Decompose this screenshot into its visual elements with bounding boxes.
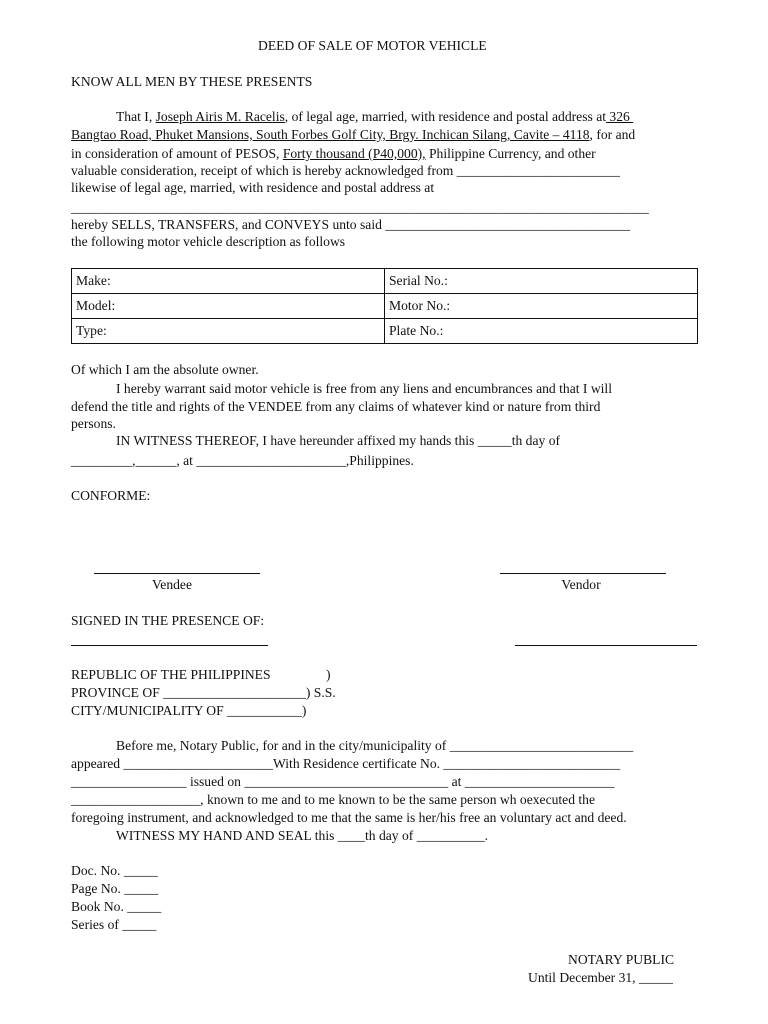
- text: Philippine Currency, and other: [425, 146, 596, 161]
- para1-line7: hereby SELLS, TRANSFERS, and CONVEYS unto said ____________________________________: [71, 217, 630, 232]
- vehicle-description-table: [71, 268, 698, 344]
- para1-line8: the following motor vehicle description as follows: [71, 234, 346, 249]
- para1-line4: valuable consideration, receipt of which is hereby acknowledged from ________________________: [71, 163, 620, 178]
- vendor-label: Vendor: [561, 577, 601, 592]
- doc-no: Doc. No. _____: [71, 863, 158, 878]
- para2-line4: persons.: [71, 416, 116, 431]
- seller-address: Bangtao Road, Phuket Mansions, South Forbes Golf City, Brgy. Inchican Silang, Cavite – 4118: [71, 127, 590, 142]
- model-cell: Model:: [72, 294, 385, 319]
- notary-public-title: NOTARY PUBLIC: [568, 952, 675, 967]
- text: in consideration of amount of PESOS,: [71, 146, 283, 161]
- para2-line3: defend the title and rights of the VENDEE from any claims of whatever kind or nature from third: [71, 399, 601, 414]
- para1-line2: [71, 126, 635, 144]
- witness2-signature-line: [515, 645, 697, 646]
- table-row: [72, 294, 698, 319]
- venue-line3: CITY/MUNICIPALITY OF ___________): [71, 703, 307, 718]
- para2-line6: _________,______, at ______________________,Philippines.: [71, 453, 414, 468]
- para2-line2: I hereby warrant said motor vehicle is free from any liens and encumbrances and that I will: [116, 381, 612, 396]
- page-no: Page No. _____: [71, 881, 159, 896]
- address-part: 326: [606, 109, 634, 124]
- ack-line3: _________________ issued on ______________________________ at ______________________: [71, 774, 615, 789]
- venue-line2: PROVINCE OF _____________________) S.S.: [71, 685, 336, 700]
- para2-line5: IN WITNESS THEREOF, I have hereunder affixed my hands this _____th day of: [116, 433, 561, 448]
- table-row: [72, 319, 698, 344]
- series-of: Series of _____: [71, 917, 157, 932]
- seller-name: Joseph Airis M. Racelis: [155, 109, 285, 124]
- para1-line5: likewise of legal age, married, with residence and postal address at: [71, 180, 435, 195]
- text: ): [326, 667, 331, 682]
- ack-line2: appeared ______________________With Residence certificate No. __________________________: [71, 756, 621, 771]
- para1-line6: _____________________________________________________________________________________: [71, 200, 649, 215]
- serial-no-cell: Serial No.:: [385, 269, 698, 294]
- para1-line1: [116, 108, 633, 126]
- witness1-signature-line: [71, 645, 268, 646]
- venue-line1: [71, 666, 331, 684]
- table-row: [72, 269, 698, 294]
- ack-line1: Before me, Notary Public, for and in the city/municipality of ___________________________: [116, 738, 634, 753]
- text: REPUBLIC OF THE PHILIPPINES: [71, 667, 271, 682]
- text: , for and: [589, 127, 636, 142]
- conforme-label: CONFORME:: [71, 488, 151, 503]
- text: , of legal age, married, with residence and postal address at: [284, 109, 606, 124]
- make-cell: Make:: [72, 269, 385, 294]
- ack-line5: foregoing instrument, and acknowledged to me that the same is her/his free an voluntary act and deed.: [71, 810, 627, 825]
- book-no: Book No. _____: [71, 899, 162, 914]
- ack-line4: ___________________, known to me and to me known to be the same person wh oexecuted the: [71, 792, 596, 807]
- para1-line3: [71, 145, 596, 163]
- para2-line1: Of which I am the absolute owner.: [71, 362, 259, 377]
- vendee-signature-line: [94, 573, 260, 574]
- signed-presence-label: SIGNED IN THE PRESENCE OF:: [71, 613, 265, 628]
- intro-line: KNOW ALL MEN BY THESE PRESENTS: [71, 74, 313, 89]
- plate-no-cell: Plate No.:: [385, 319, 698, 344]
- vendee-label: Vendee: [151, 577, 192, 592]
- ack-line6: WITNESS MY HAND AND SEAL this ____th day of __________.: [116, 828, 489, 843]
- notary-until: Until December 31, _____: [528, 970, 673, 985]
- motor-no-cell: Motor No.:: [385, 294, 698, 319]
- text: That I,: [116, 109, 156, 124]
- sale-amount: Forty thousand (P40,000),: [282, 146, 426, 161]
- vendor-signature-line: [500, 573, 666, 574]
- document-title: DEED OF SALE OF MOTOR VEHICLE: [258, 38, 487, 53]
- type-cell: Type:: [72, 319, 385, 344]
